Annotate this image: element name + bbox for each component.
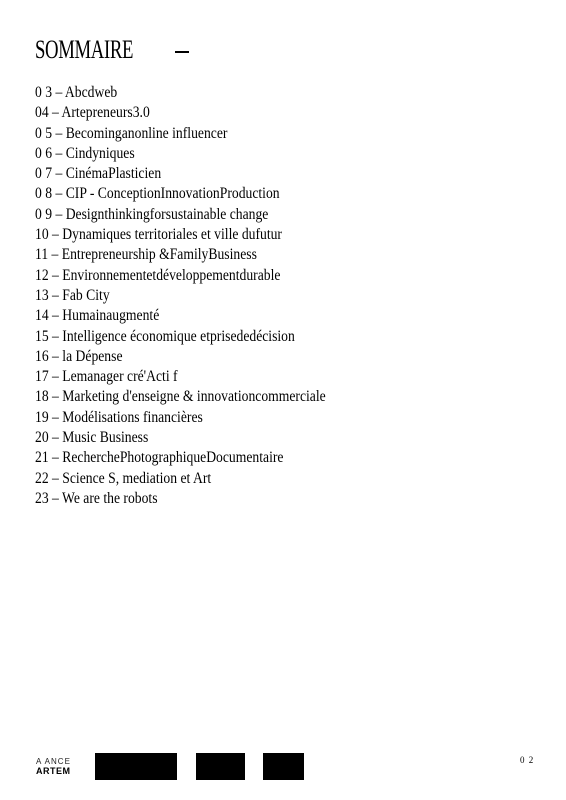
footer-logo-block <box>95 753 177 780</box>
title-dash-decoration <box>175 51 189 53</box>
toc-entry-11[interactable]: 11 – Entrepreneurship &FamilyBusiness <box>35 246 257 264</box>
toc-entry-06[interactable]: 0 6 – Cindyniques <box>35 144 135 162</box>
toc-entry-13[interactable]: 13 – Fab City <box>35 286 110 304</box>
toc-entry-10[interactable]: 10 – Dynamiques territoriales et ville dufutur <box>35 226 282 244</box>
toc-entry-23[interactable]: 23 – We are the robots <box>35 489 158 507</box>
toc-entry-21[interactable]: 21 – RecherchePhotographiqueDocumentaire <box>35 449 284 467</box>
footer-logo-block <box>263 753 304 780</box>
toc-entry-12[interactable]: 12 – Environnementetdéveloppementdurable <box>35 266 281 284</box>
toc-entry-07[interactable]: 0 7 – CinémaPlasticien <box>35 165 162 183</box>
toc-entry-19[interactable]: 19 – Modélisations financières <box>35 408 203 426</box>
toc-entry-17[interactable]: 17 – Lemanager cré'Acti f <box>35 368 178 386</box>
header <box>35 34 171 66</box>
toc-entry-20[interactable]: 20 – Music Business <box>35 429 149 447</box>
toc-entry-18[interactable]: 18 – Marketing d'enseigne & innovationcommerciale <box>35 388 326 406</box>
page-title: SOMMAIRE <box>35 35 134 64</box>
toc-entry-22[interactable]: 22 – Science S, mediation et Art <box>35 469 212 487</box>
footer-logo-block <box>196 753 245 780</box>
toc-entry-16[interactable]: 16 – la Dépense <box>35 347 123 365</box>
toc-entry-14[interactable]: 14 – Humainaugmenté <box>35 307 160 325</box>
toc-entry-05[interactable]: 0 5 – Becominganonline influencer <box>35 124 228 142</box>
logo-alliance-text: A ANCE <box>36 757 71 766</box>
toc-entry-03[interactable]: 0 3 – Abcdweb <box>35 84 118 101</box>
artem-logo <box>36 757 71 776</box>
toc-entry-15[interactable]: 15 – Intelligence économique etprisededécision <box>35 327 295 345</box>
page-number: 0 2 <box>520 755 535 765</box>
table-of-contents <box>35 83 535 509</box>
logo-artem-text: ARTEM <box>36 766 71 776</box>
toc-entry-08[interactable]: 0 8 – CIP - ConceptionInnovationProduction <box>35 185 280 203</box>
toc-entry-09[interactable]: 0 9 – Designthinkingforsustainable change <box>35 205 269 223</box>
toc-entry-04[interactable]: 04 – Artepreneurs3.0 <box>35 104 150 122</box>
